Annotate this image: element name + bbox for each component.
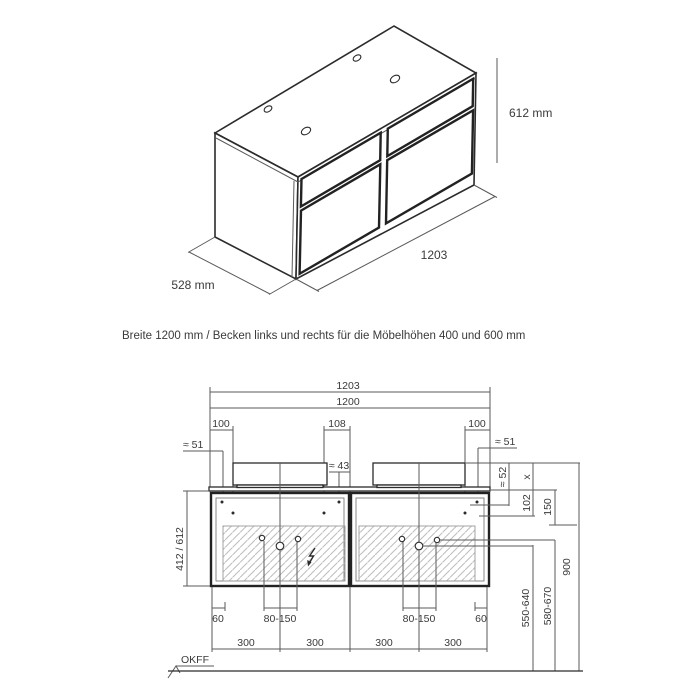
dim-body-width-label: 1200: [336, 396, 360, 408]
floor-label: OKFF: [181, 654, 209, 666]
front-installation-figure: [168, 380, 583, 678]
dim-cabinet-height-label: 412 / 612: [174, 527, 186, 571]
dim-100-left-label: 100: [212, 418, 230, 430]
iso-width-ext-line: [296, 279, 319, 292]
supply-connection-icon: [399, 536, 404, 541]
dim-x-label: x: [521, 474, 533, 480]
supply-connection-icon: [259, 535, 264, 540]
dim-60-right-label: 60: [475, 613, 487, 625]
drain-connection-icon: [415, 542, 423, 550]
iso-width-dim-label: 1203: [420, 248, 448, 262]
floor-level-mark-icon: [168, 666, 180, 678]
installation-zone-right: [359, 526, 475, 581]
dim-300-label: 300: [444, 637, 462, 649]
dim-108-label: 108: [328, 418, 346, 430]
iso-width-ext-line: [474, 185, 497, 198]
dim-80-150-left-label: 80-150: [263, 613, 297, 625]
dim-60-left-label: 60: [212, 613, 224, 625]
supply-connection-icon: [434, 537, 439, 542]
dim-102-label: 102: [521, 494, 533, 512]
dim-overall-width-label: 1203: [336, 380, 360, 392]
mounting-dot: [476, 501, 479, 504]
iso-depth-dim-label: 528 mm: [171, 278, 215, 292]
mounting-dot: [323, 512, 326, 515]
iso-depth-ext-line: [269, 279, 296, 295]
caption: Breite 1200 mm / Becken links und rechts für die Möbelhöhen 400 und 600 mm: [122, 330, 526, 342]
dim-300-label: 300: [306, 637, 324, 649]
dim-300-label: 300: [237, 637, 255, 649]
iso-height-dim-label: 612 mm: [509, 106, 553, 120]
drain-connection-icon: [276, 542, 284, 550]
dim-52-label: ≈ 52: [497, 466, 509, 488]
isometric-cabinet-figure: [171, 26, 552, 295]
dim-580-670-label: 580-670: [542, 586, 554, 626]
mounting-dot: [232, 512, 235, 515]
floor-reference: [168, 654, 583, 678]
dim-300-label: 300: [375, 637, 393, 649]
dim-51-left-label: ≈ 51: [183, 439, 204, 451]
mounting-dot: [221, 501, 224, 504]
mounting-dot: [338, 501, 341, 504]
dim-150-label: 150: [542, 498, 554, 516]
dim-43-label: ≈ 43: [328, 460, 350, 472]
dim-550-640-label: 550-640: [520, 588, 532, 628]
mounting-dot: [464, 512, 467, 515]
dim-100-right-label: 100: [468, 418, 486, 430]
iso-cabinet-body: [215, 26, 476, 279]
left-height-dimension: [174, 491, 210, 586]
installation-zone-left: [223, 526, 345, 581]
supply-connection-icon: [295, 536, 300, 541]
iso-depth-ext-line: [188, 237, 215, 253]
dim-80-150-right-label: 80-150: [402, 613, 436, 625]
dim-51-right-label: ≈ 51: [495, 436, 516, 448]
dim-900-label: 900: [561, 558, 573, 576]
